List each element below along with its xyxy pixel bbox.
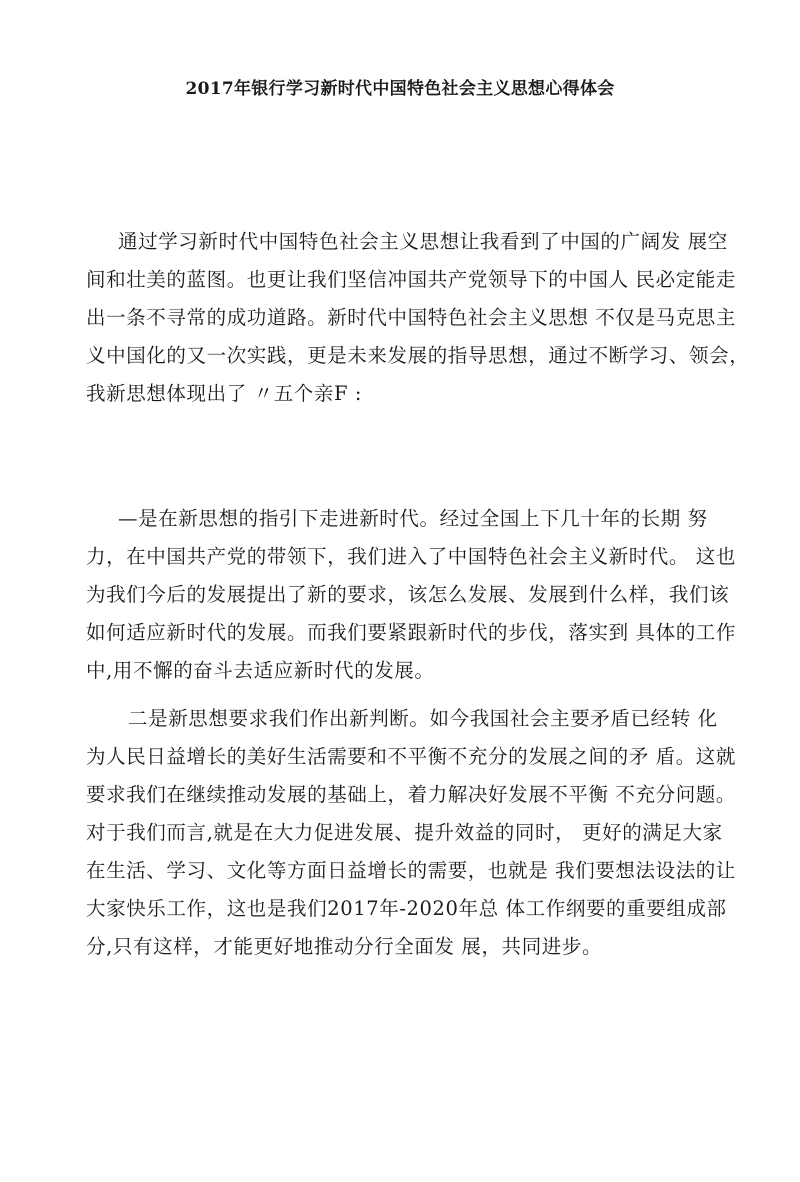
paragraph-line: 在生活、学习、文化等方面日益增长的需要，也就是 我们要想法设法的让 xyxy=(86,859,736,882)
paragraph-line: —是在新思想的指引下走进新时代。经过全国上下几十年的长期 努 xyxy=(118,507,708,530)
paragraph-intro xyxy=(86,223,750,413)
paragraph-line: 出一条不寻常的成功道路。新时代中国特色社会主义思想 不仅是马克思主 xyxy=(86,306,736,329)
paragraph-line: 分,只有这样，才能更好地推动分行全面发 展，共同进步。 xyxy=(86,935,603,958)
paragraph-line: 如何适应新时代的发展。而我们要紧跟新时代的步伐，落实到 具体的工作 xyxy=(86,621,736,644)
paragraph-point-two xyxy=(86,700,746,966)
paragraph-line: 中,用不懈的奋斗去适应新时代的发展。 xyxy=(86,659,435,682)
paragraph-line: 大家快乐工作，这也是我们2017年-2020年总 体工作纲要的重要组成部 xyxy=(86,897,727,920)
paragraph-point-one xyxy=(86,500,746,690)
paragraph-line: 为人民日益增长的美好生活需要和不平衡不充分的发展之间的矛 盾。这就 xyxy=(86,745,736,768)
paragraph-line: 义中国化的又一次实践，更是未来发展的指导思想，通过不断学习、领会， xyxy=(86,344,750,367)
paragraph-line: 间和壮美的蓝图。也更让我们坚信冲国共产党领导下的中国人 民必定能走 xyxy=(86,268,736,291)
paragraph-line: 通过学习新时代中国特色社会主义思想让我看到了中国的广阔发 展空 xyxy=(118,230,728,253)
paragraph-line: 力，在中国共产党的带领下，我们进入了中国特色社会主义新时代。 这也 xyxy=(86,545,736,568)
document-title: 2017年银行学习新时代中国特色社会主义思想心得体会 xyxy=(185,79,615,99)
paragraph-line: 为我们今后的发展提出了新的要求，该怎么发展、发展到什么样，我们该 xyxy=(86,583,730,606)
paragraph-line: 二是新思想要求我们作出新判断。如今我国社会主要矛盾已经转 化 xyxy=(128,707,718,730)
paragraph-line: 我新思想体现出了 〃五个亲F : xyxy=(86,382,363,405)
paragraph-line: 要求我们在继续推动发展的基础上，着力解决好发展不平衡 不充分问题。 xyxy=(86,783,736,806)
paragraph-line: 对于我们而言,就是在大力促进发展、提升效益的同时， 更好的满足大家 xyxy=(86,821,723,844)
